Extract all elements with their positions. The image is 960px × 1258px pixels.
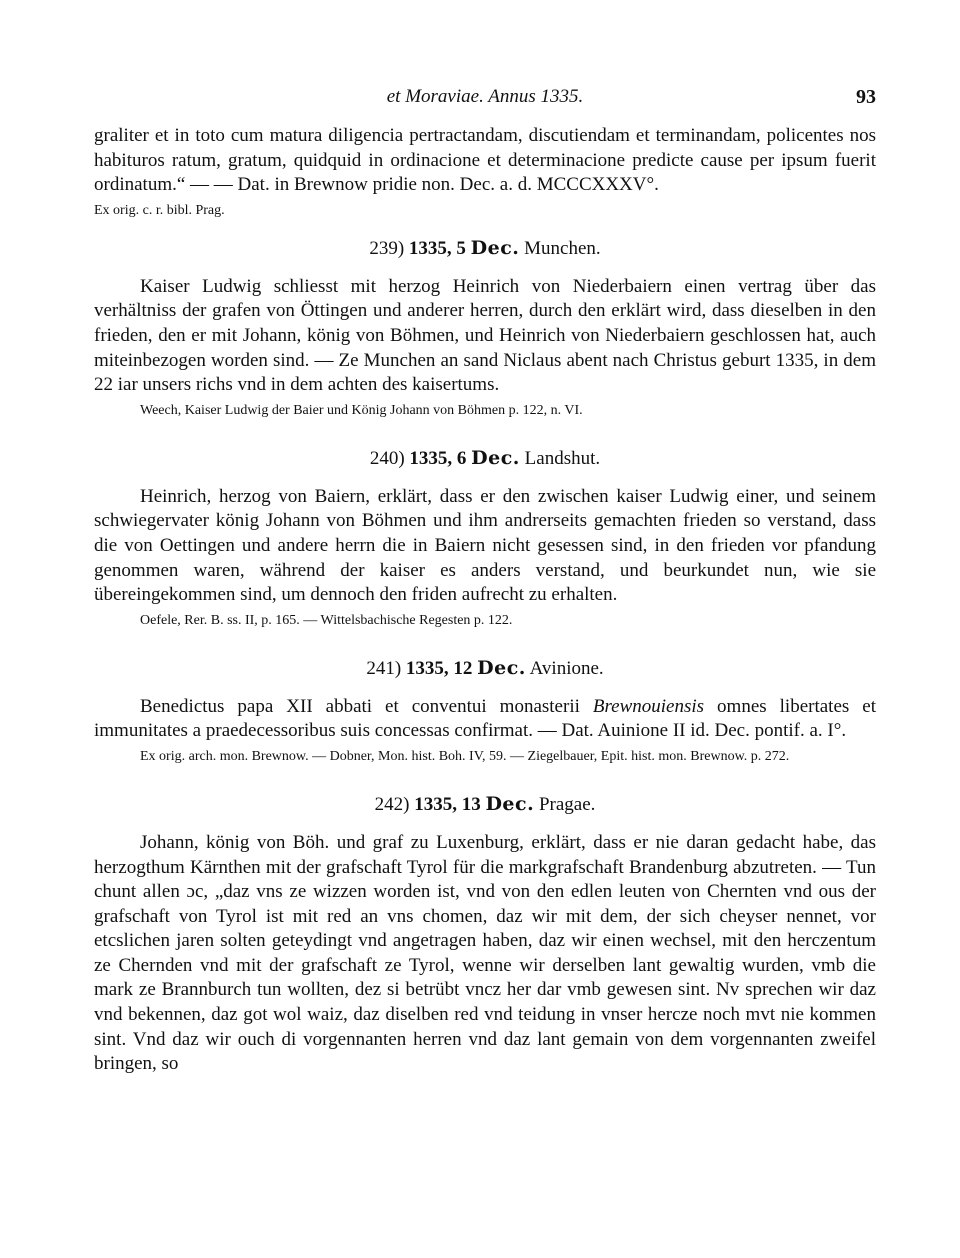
entry-text-242: Johann, könig von Böh. und graf zu Luxenburg, erklärt, dass er nie daran gedacht habe, das herzogthum Kärnthen mit der grafschaft Tyrol für die markgrafschaft Brandenburg abzutreten. — Tun chunt allen ɔc, „daz vns ze wizzen worden ist, vnd von den edlen leuten von Chernten vnd ous der grafschaft von Tyrol ist mit red an vns chomen, daz wir mit dem, der sich cheyser nennet, vor etcslichen jaren solten geteydingt vnd angetragen haben, daz wir einen wechsel, mit den herczentum ze Chernden vnd mit der grafschaft ze Tyrol, wenne wir derselben lant gewaltig wurden, vmb die mark ze Brannburch tun wollten, dez si betrübt vncz her dar vmb gewesen sint. Nv sprechen wir daz vnd bekennen, daz got wol waiz, daz diselben red vnd teidung in vnser hercze noch mvt nie kommen sint. Vnd daz wir ouch di vorgennanten herren vnd daz lant gemain von dem vorgennanten zweifel bringen, so	[94, 831, 876, 1075]
entry-text-241	[94, 695, 876, 744]
entry-number: 240)	[369, 447, 405, 469]
entry-number: 239)	[369, 237, 405, 259]
entry-number: 241)	[366, 657, 402, 679]
page-body	[94, 124, 876, 1077]
entry-source-241: Ex orig. arch. mon. Brewnow. — Dobner, Mon. hist. Boh. IV, 59. — Ziegelbauer, Epit. hist. mon. Brewnow. p. 272.	[140, 748, 790, 764]
entry-place: Avinione.	[529, 657, 604, 679]
entry-text-part: Benedictus papa XII abbati et conventui monasterii	[140, 695, 593, 717]
entry-place: Munchen.	[524, 237, 601, 259]
page-number: 93	[856, 86, 876, 108]
entry-heading-240	[94, 446, 876, 471]
entry-text-240: Heinrich, herzog von Baiern, erklärt, dass er den zwischen kaiser Ludwig einer, und seinem schwiegervater könig Johann von Böhmen und ihm andrerseits gemachten frieden so verstand, dass die von Oettingen und andere herrn die in Baiern nicht gesessen sind, in den frieden vor pfandung genommen waren, während der kaiser es anders verstand, und beurkundet nun, wie sie übereingekommen sind, um dennoch den friden aufrecht zu erhalten.	[94, 485, 876, 606]
continuation-source: Ex orig. c. r. bibl. Prag.	[94, 202, 225, 218]
entry-date: 1335, 5	[408, 237, 466, 259]
entry-source-240: Oefele, Rer. B. ss. II, p. 165. — Wittelsbachische Regesten p. 122.	[140, 612, 513, 628]
entry-date: 1335, 13	[414, 793, 481, 815]
entry-month: Dec.	[471, 446, 520, 469]
entry-place: Landshut.	[524, 447, 601, 469]
continuation-paragraph: graliter et in toto cum matura diligencia pertractandam, discutiendam et terminandam, policentes nos habituros ratum, gratum, quidquid in ordinacione et determinacione predicte cause per ipsum fuerit ordinatum.“ — — Dat. in Brewnow pridie non. Dec. a. d. MCCCXXXV°.	[94, 125, 876, 196]
entry-heading-241	[94, 656, 876, 681]
entry-month: Dec.	[485, 792, 535, 815]
entry-heading-239	[94, 236, 876, 261]
monastery-name: Brewnouiensis	[592, 695, 705, 717]
entry-date: 1335, 12	[405, 657, 473, 679]
entry-date: 1335, 6	[409, 447, 467, 469]
entry-text-239: Kaiser Ludwig schliesst mit herzog Heinrich von Niederbaiern einen vertrag über das verhältniss der grafen von Öttingen und anderer herren, durch den erklärt wird, dass dieselben in den frieden, den er mit Johann, könig von Böhmen, und Heinrich von Niederbaiern geschlossen hat, auch miteinbezogen worden sind. — Ze Munchen an sand Niclaus abent nach Christus geburt 1335, in dem 22 iar unsers richs vnd in dem achten des kaisertums.	[94, 275, 876, 396]
entry-number: 242)	[374, 793, 410, 815]
page-header	[94, 86, 876, 112]
entry-text-part: omnes libertates et immunitates a praedecessoribus suis concessas confirmat. — Dat. Auinione II id. Dec. pontif. a. I°.	[94, 695, 876, 742]
entry-month: Dec.	[477, 656, 526, 679]
entry-source-239: Weech, Kaiser Ludwig der Baier und König Johann von Böhmen p. 122, n. VI.	[140, 402, 583, 418]
entry-heading-242	[94, 792, 876, 817]
entry-month: Dec.	[470, 236, 520, 259]
entry-place: Pragae.	[538, 793, 596, 815]
running-title: et Moraviae. Annus 1335.	[386, 86, 584, 107]
